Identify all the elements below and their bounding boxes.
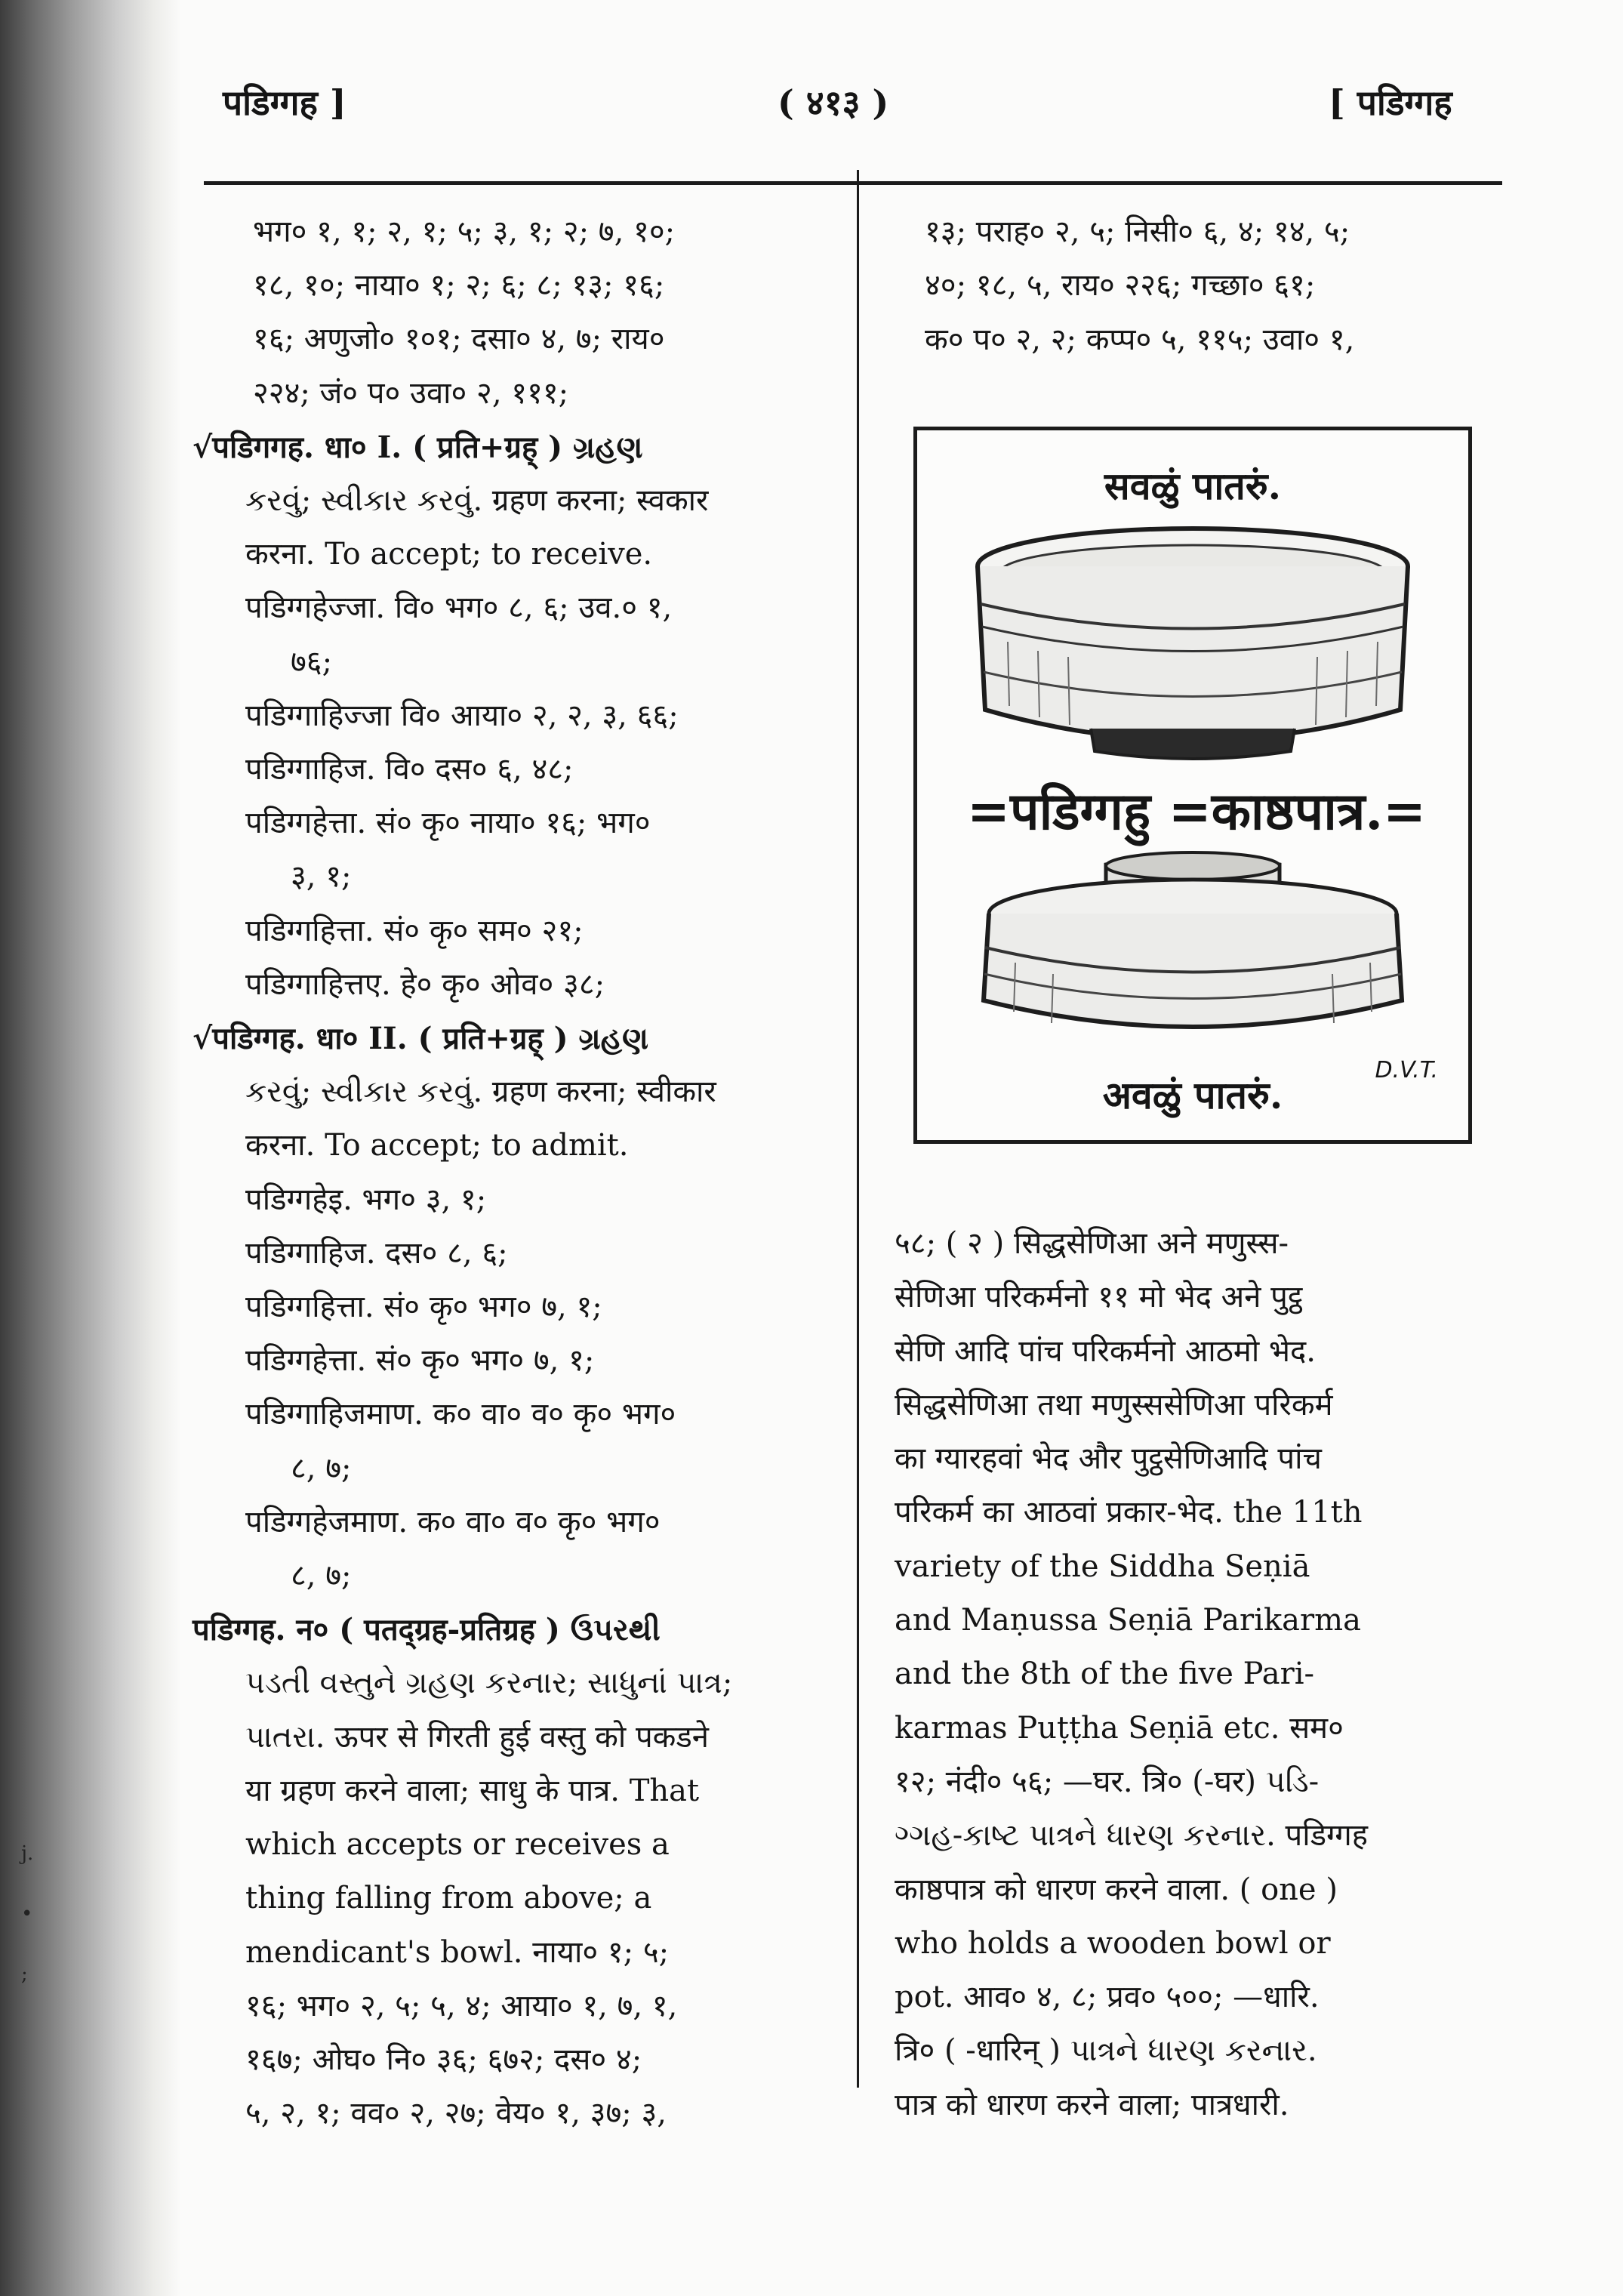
page-number: ( ४१३ ) <box>778 82 889 123</box>
entry-line: who holds a wooden bowl or <box>895 1925 1331 1961</box>
caption-upright-bowl: सवळुं पातरुं. <box>1104 464 1282 508</box>
entry-line: १६७; ओघ० नि० ३६; ६७२; दस० ४; <box>245 2042 642 2077</box>
column-divider <box>857 170 859 2088</box>
entry-line: ५८; ( २ ) सिद्धसेणिआ अने मणुस्स- <box>895 1226 1289 1261</box>
entry-line: या ग्रहण करने वाला; साधु के पात्र. That <box>245 1773 700 1808</box>
entry-line: परिकर्म का आठवां प्रकार-भेद. the 11th <box>895 1495 1363 1530</box>
entry-line: पडिग्गाहित्तए. हे० कृ० ओव० ३८; <box>245 966 605 1002</box>
entry-line: १६; अणुजो० १०१; दसा० ४, ७; राय० <box>253 322 665 357</box>
entry-line: सेणि आदि पांच परिकर्मनो आठमो भेद. <box>895 1333 1316 1369</box>
entry-line: पडिग्गाहिज. दस० ८, ६; <box>245 1235 508 1271</box>
entry-line: १३; पराह० २, ५; निसी० ६, ४; १४, ५; <box>925 214 1350 249</box>
headword-line: पडिग्गह. न० ( पतद्ग्रह-प्रतिग्रह ) ઉપરથી <box>192 1612 661 1648</box>
entry-line: કરવું; સ્વીકાર કરવું. ग्रहण करना; स्वीकार <box>245 1074 716 1110</box>
margin-mark: j. <box>21 1842 34 1865</box>
entry-line: पडिग्गाहिज्जा वि० आया० २, २, ३, ६६; <box>245 698 679 733</box>
entry-line: ८, ७; <box>291 1450 352 1486</box>
caption-inverted-bowl: अवळुं पातरुं. <box>1102 1073 1283 1117</box>
entry-line: पडिग्गहित्ता. सं० कृ० सम० २१; <box>245 913 584 948</box>
entry-line: त्रि० ( -धारिन् ) પાત્રને ધારણ કરનાર. <box>895 2033 1317 2069</box>
entry-line: and Maṇussa Seṇiā Parikarma <box>895 1603 1361 1638</box>
header-left-guideword: पडिग्गह ] <box>223 82 346 123</box>
entry-line: and the 8th of the five Pari- <box>895 1657 1315 1692</box>
entry-line: ८, ७; <box>291 1558 352 1594</box>
entry-line: ७६; <box>291 644 333 680</box>
entry-line: पडिग्गहेत्ता. सं० कृ० भग० ७, १; <box>245 1343 595 1379</box>
entry-line: २२४; जं० प० उवा० २, १११; <box>253 375 569 411</box>
left-column <box>192 205 842 2140</box>
margin-mark: • <box>21 1903 33 1925</box>
entry-line: पात्र को धारण करने वाला; पात्रधारी. <box>895 2087 1289 2122</box>
headword-line: √पडिगगह. धा० I. ( प्रति+ग्रह् ) ગ્રહણ <box>192 429 643 465</box>
entry-line: karmas Puṭṭha Seṇiā etc. सम० <box>895 1710 1344 1746</box>
entry-line: पडिग्गहेजमाण. क० वा० व० कृ० भग० <box>245 1504 661 1539</box>
upright-bowl-drawing <box>962 521 1423 763</box>
entry-line: mendicant's bowl. नाया० १; ५; <box>245 1934 670 1970</box>
entry-line: ગ્ગહ-કાષ્ટ પાત્રને ધારણ કરનાર. पडिग्गह <box>895 1818 1369 1854</box>
entry-line: પાતરા. ऊपर से गिरती हुई वस्तु को पकडने <box>245 1719 709 1755</box>
entry-line: काष्ठपात्र को धारण करने वाला. ( one ) <box>895 1872 1338 1907</box>
entry-line: करना. To accept; to receive. <box>245 537 653 572</box>
entry-line: पडिग्गाहिजमाण. क० वा० व० कृ० भग० <box>245 1397 676 1432</box>
entry-line: pot. आव० ४, ८; प्रव० ५००; —धारि. <box>895 1980 1320 2015</box>
entry-line: भग० १, १; २, १; ५; ३, १; २; ७, १०; <box>253 214 676 249</box>
illustrator-signature: D.V.T. <box>1375 1057 1438 1083</box>
entry-line: १२; नंदी० ५६; —घर. त्रि० (-घर) પડિ- <box>895 1764 1320 1799</box>
header-rule <box>204 181 1502 185</box>
entry-line: પડતી વસ્તુને ગ્રહણ કરનાર; સાધુનાં પાત્ર; <box>245 1666 733 1701</box>
entry-line: ३, १; <box>291 859 352 895</box>
margin-mark: ; <box>21 1963 28 1986</box>
entry-line: का ग्यारहवां भेद और पुट्ठसेणिआदि पांच <box>895 1441 1322 1477</box>
entry-line: क० प० २, २; कप्प० ५, ११५; उवा० १, <box>925 322 1355 357</box>
caption-headword: =पडिग्गहु =काष्ठपात्र.= <box>966 781 1427 842</box>
entry-line: which accepts or receives a <box>245 1827 670 1863</box>
entry-line: ४०; १८, ५, राय० २२६; गच्छा० ६१; <box>925 268 1316 304</box>
headword-line: √पडिग्गह. धा० II. ( प्रति+ग्रह् ) ગ્રહણ <box>192 1021 648 1057</box>
entry-line: १८, १०; नाया० १; २; ६; ८; १३; १६; <box>253 268 665 304</box>
entry-line: thing falling from above; a <box>245 1881 652 1916</box>
scanned-page-gutter-shadow <box>0 0 181 2296</box>
entry-line: सेणिआ परिकर्मनो ११ मो भेद अने पुट्ठ <box>895 1280 1303 1315</box>
entry-line: ५, २, १; वव० २, २७; वेय० १, ३७; ३, <box>245 2096 667 2131</box>
entry-line: કરવું; સ્વીકાર કરવું. ग्रहण करना; स्वकार <box>245 483 709 519</box>
header-right-guideword: [ पडिग्गह <box>1329 82 1452 123</box>
entry-line: पडिग्गहेइ. भग० ३, १; <box>245 1182 487 1217</box>
entry-line: पडिग्गहित्ता. सं० कृ० भग० ७, १; <box>245 1290 602 1325</box>
bowl-illustration-box <box>913 427 1472 1144</box>
entry-line: १६; भग० २, ५; ५, ४; आया० १, ७, १, <box>245 1988 678 2023</box>
inverted-bowl-drawing <box>962 849 1423 1046</box>
entry-line: पडिग्गहेज्जा. वि० भग० ८, ६; उव.० १, <box>245 590 673 626</box>
entry-line: पडिग्गाहिज. वि० दस० ६, ४८; <box>245 752 574 787</box>
entry-line: पडिग्गहेत्ता. सं० कृ० नाया० १६; भग० <box>245 806 651 841</box>
entry-line: सिद्धसेणिआ तथा मणुस्ससेणिआ परिकर्म <box>895 1387 1333 1422</box>
entry-line: करना. To accept; to admit. <box>245 1128 629 1163</box>
entry-line: variety of the Siddha Seṇiā <box>895 1549 1310 1584</box>
